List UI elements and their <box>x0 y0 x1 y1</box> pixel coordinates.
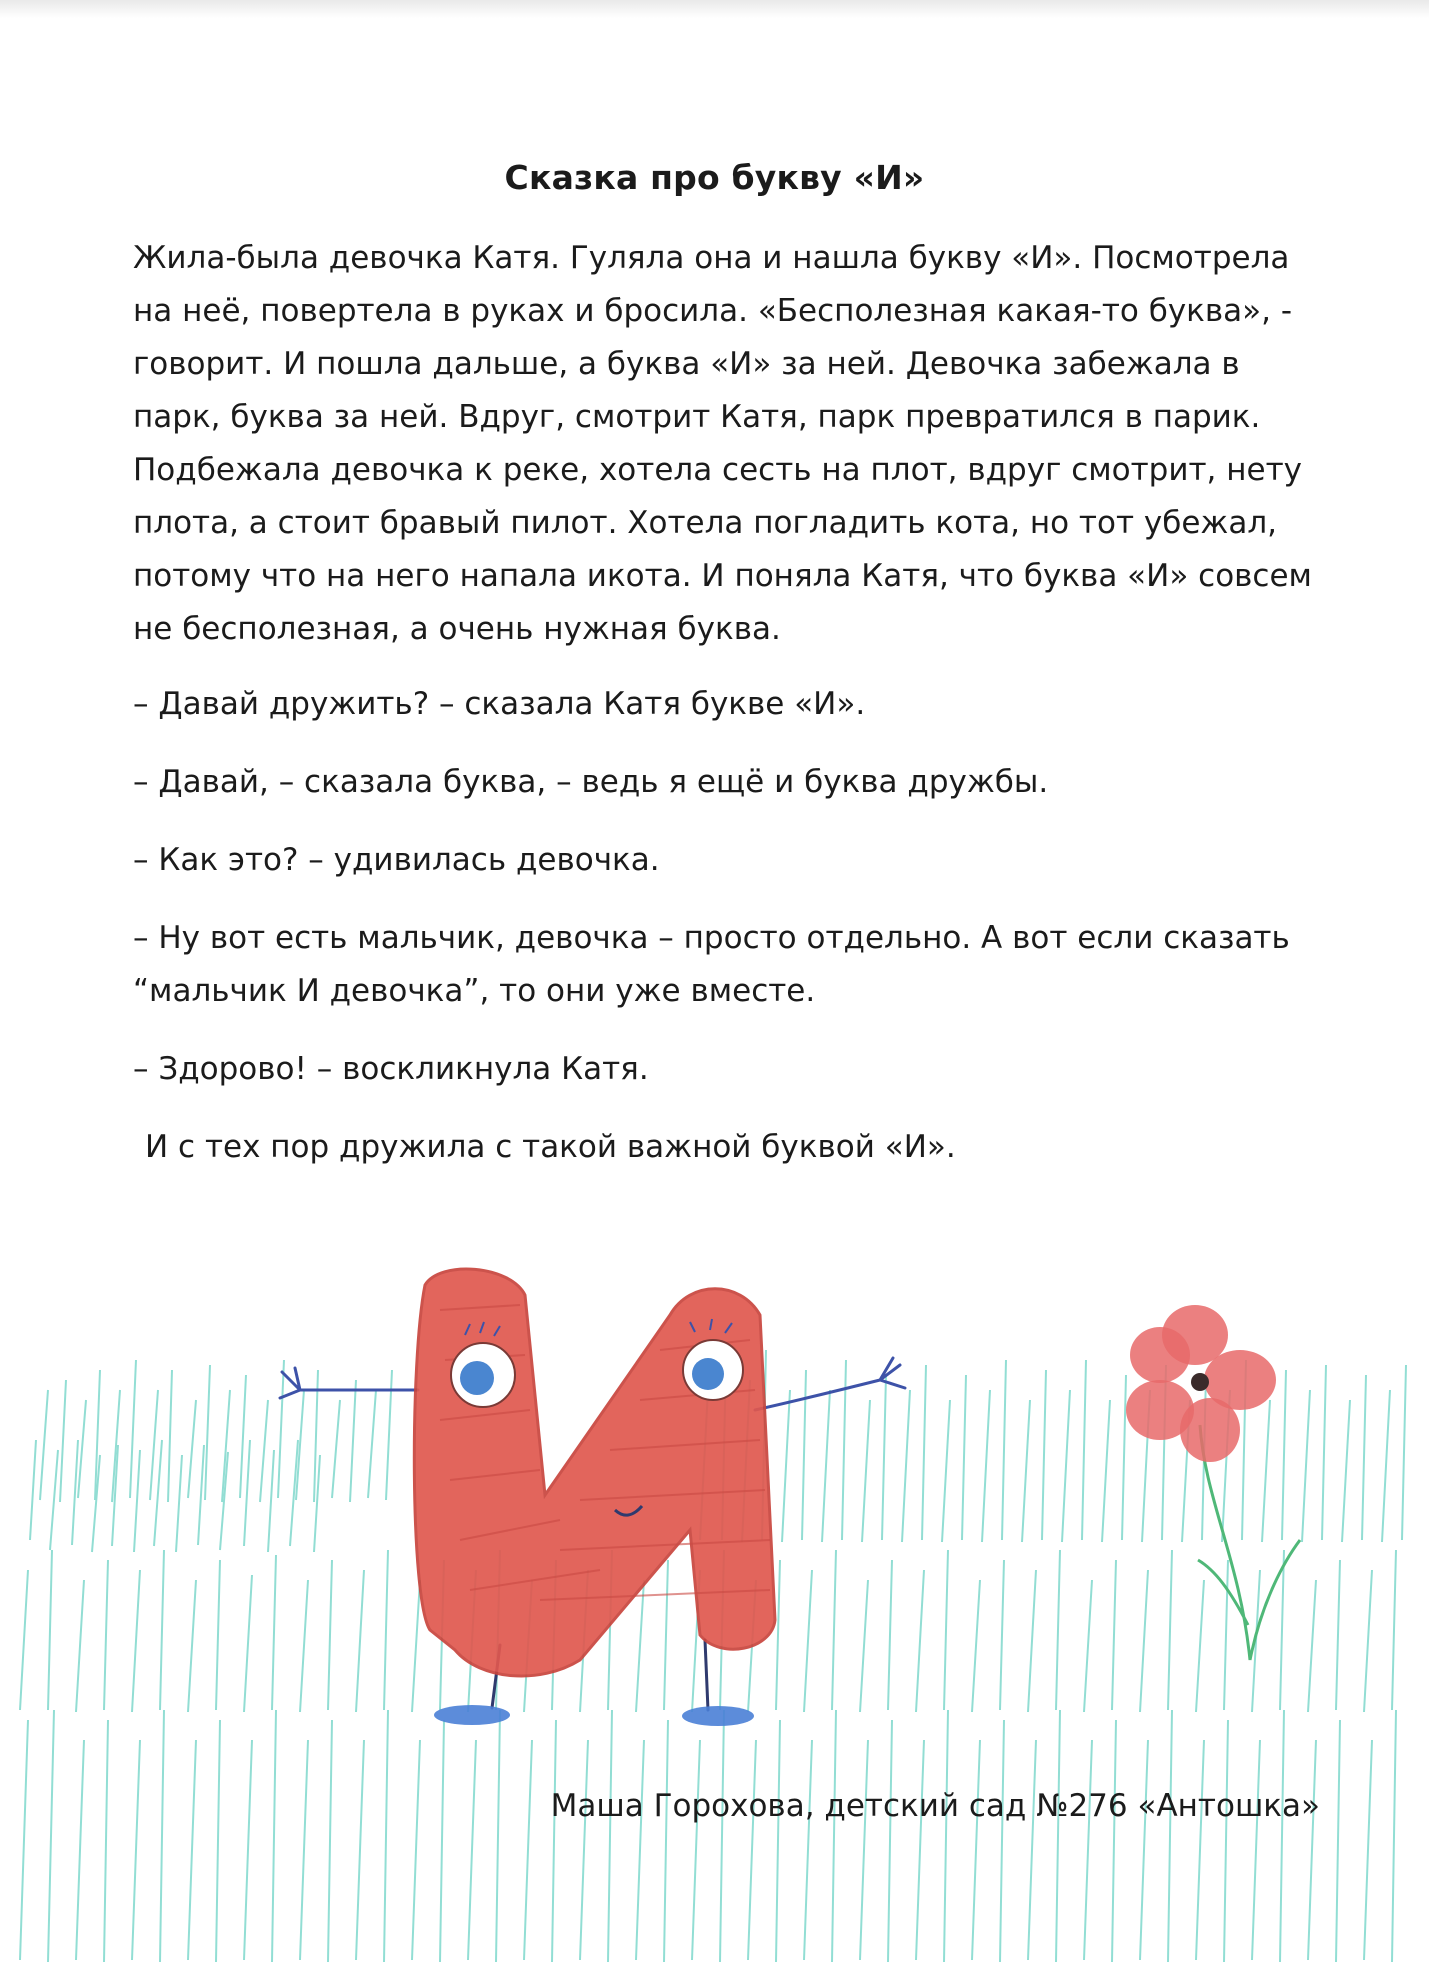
dialog-line: – Давай дружить? – сказала Катя букве «И». <box>133 686 866 722</box>
flower <box>1126 1305 1300 1660</box>
story-paragraph: Жила-была девочка Катя. Гуляла она и нашла букву «И». Посмотрела на неё, повертела в руках и бросила. «Бесполезная какая-то буква», - говорит. И пошла дальше, а буква «И» за ней. Девочка забежала в парк, буква за ней. Вдруг, смотрит Катя, парк превратился в парик. Подбежала девочка к реке, хотела сесть на плот, вдруг смотрит, нету плота, а стоит бравый пилот. Хотела погладить кота, но тот убежал, потому что на него напала икота. И поняла Катя, что буква «И» совсем не бесполезная, а очень нужная буква. <box>133 240 1312 647</box>
dialog-line: – Ну вот есть мальчик, девочка – просто отдельно. А вот если сказать “мальчик И девочка”, то они уже вместе. <box>133 920 1290 1009</box>
dialog-line: – Давай, – сказала буква, – ведь я ещё и буква дружбы. <box>133 764 1049 800</box>
story-text <box>133 232 1313 1174</box>
story-ending: И с тех пор дружила с такой важной буквой «И». <box>145 1129 956 1165</box>
letter-character <box>280 1269 905 1726</box>
scan-top-edge <box>0 0 1429 18</box>
dialog-line: – Как это? – удивилась девочка. <box>133 842 660 878</box>
dialog-line: – Здорово! – воскликнула Катя. <box>133 1051 649 1087</box>
child-drawing <box>0 1240 1429 1965</box>
page-title: Сказка про букву «И» <box>504 158 925 197</box>
author-signature: Маша Горохова, детский сад №276 «Антошка» <box>550 1788 1320 1824</box>
